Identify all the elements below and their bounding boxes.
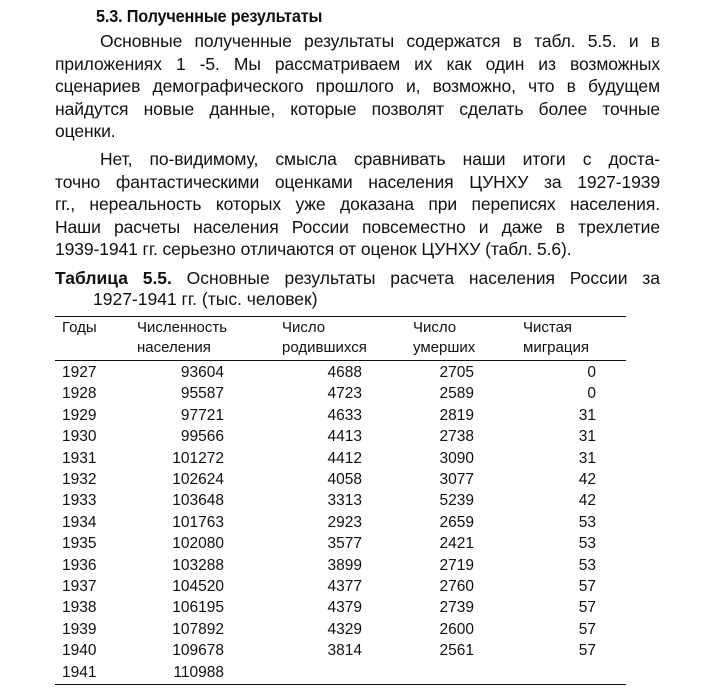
cell-population: 101272 xyxy=(172,449,224,467)
cell-births: 4688 xyxy=(327,364,362,381)
table-caption-line xyxy=(55,268,660,289)
cell-births: 3577 xyxy=(327,535,362,553)
cell-births: 3899 xyxy=(327,556,362,574)
table-row xyxy=(0,512,710,533)
paragraph-line: точно фантастическими оценками населения ЦУНХУ за 1927-1939 xyxy=(55,171,660,192)
table-row xyxy=(0,640,710,661)
cell-year: 1938 xyxy=(62,599,97,617)
cell-population: 106195 xyxy=(172,599,224,617)
cell-year: 1933 xyxy=(62,492,97,510)
cell-migration: 31 xyxy=(578,428,596,446)
cell-population: 99566 xyxy=(180,428,224,446)
cell-deaths: 2600 xyxy=(439,620,474,638)
table-row xyxy=(0,383,710,404)
cell-year: 1941 xyxy=(62,663,97,681)
cell-migration: 0 xyxy=(587,364,596,381)
cell-year: 1928 xyxy=(62,385,97,403)
header-line: миграция xyxy=(523,339,589,356)
column-header-population xyxy=(137,318,227,358)
cell-population: 110988 xyxy=(173,663,224,681)
cell-year: 1934 xyxy=(62,513,97,531)
cell-deaths: 2421 xyxy=(439,535,474,553)
cell-births: 4633 xyxy=(327,406,362,424)
table-row xyxy=(0,662,710,683)
cell-year: 1935 xyxy=(62,535,97,553)
table-bottom-rule xyxy=(55,684,626,685)
cell-migration: 57 xyxy=(578,642,596,660)
cell-year: 1939 xyxy=(62,620,97,638)
cell-births: 3814 xyxy=(327,642,362,660)
cell-year: 1927 xyxy=(62,364,97,381)
paragraph-line: Наши расчеты населения России повсеместно и даже в трехлетие xyxy=(55,216,660,237)
paragraph-line: найдутся новые данные, которые позволят сделать более точные xyxy=(55,98,660,119)
paragraph-line: гг., нереальность которых уже доказана при переписях населения. xyxy=(55,194,660,214)
cell-deaths: 3077 xyxy=(439,471,474,488)
column-header-deaths xyxy=(413,318,475,358)
cell-year: 1937 xyxy=(62,578,97,595)
header-line: умерших xyxy=(413,339,476,356)
cell-migration: 31 xyxy=(578,406,596,424)
table-row xyxy=(0,490,710,511)
cell-deaths: 2738 xyxy=(439,428,474,446)
table-row xyxy=(0,362,710,383)
paragraph-line: приложениях 1 -5. Мы рассматриваем их как один из возможных xyxy=(55,53,660,74)
cell-population: 102624 xyxy=(172,471,224,488)
cell-population: 104520 xyxy=(172,578,224,595)
header-line: Число xyxy=(282,319,326,336)
table-header-rule xyxy=(55,360,626,361)
table-caption-text: Основные результаты расчета населения России за xyxy=(171,268,660,288)
table-caption xyxy=(55,268,660,310)
cell-population: 97721 xyxy=(180,406,224,424)
column-header-year xyxy=(62,318,97,338)
cell-deaths: 2760 xyxy=(439,578,474,595)
cell-year: 1936 xyxy=(62,556,97,574)
table-row xyxy=(0,469,710,490)
cell-year: 1932 xyxy=(62,471,97,488)
table-row xyxy=(0,619,710,640)
cell-population: 95587 xyxy=(180,385,224,403)
cell-population: 101763 xyxy=(172,513,224,531)
cell-births: 3313 xyxy=(327,492,362,510)
cell-population: 102080 xyxy=(172,535,224,553)
cell-deaths: 5239 xyxy=(439,492,474,510)
table-row xyxy=(0,555,710,576)
cell-population: 103648 xyxy=(172,492,224,510)
paragraph-line: Основные полученные результаты содержатся в табл. 5.5. и в xyxy=(100,31,660,51)
cell-population: 93604 xyxy=(180,364,224,381)
header-line: Чистая xyxy=(523,319,573,336)
cell-year: 1929 xyxy=(62,406,97,424)
table-caption-label: Таблица 5.5. xyxy=(55,268,172,288)
cell-population: 107892 xyxy=(172,620,224,638)
cell-population: 103288 xyxy=(172,556,224,574)
paragraph-line: Нет, по-видимому, смысла сравнивать наши итоги с доста- xyxy=(100,149,660,169)
table-top-rule xyxy=(55,316,626,317)
table-row xyxy=(0,576,710,597)
cell-migration: 42 xyxy=(578,492,596,510)
cell-births: 4413 xyxy=(327,428,362,446)
header-line: родившихся xyxy=(282,339,367,356)
header-line: Годы xyxy=(62,319,97,336)
cell-births: 2923 xyxy=(327,513,362,531)
cell-births: 4329 xyxy=(327,620,362,638)
cell-migration: 53 xyxy=(578,556,596,574)
table-row xyxy=(0,448,710,469)
table-row xyxy=(0,405,710,426)
cell-migration: 57 xyxy=(578,599,596,617)
cell-births: 4412 xyxy=(327,449,362,467)
paragraph-results-intro xyxy=(55,30,660,143)
header-line: Число xyxy=(413,319,457,336)
table-row xyxy=(0,597,710,618)
cell-deaths: 2719 xyxy=(439,556,474,574)
header-line: населения xyxy=(137,339,211,356)
cell-migration: 0 xyxy=(587,385,596,403)
cell-deaths: 2561 xyxy=(439,642,474,660)
paragraph-line: сценариев демографического прошлого и, возможно, что в будущем xyxy=(55,76,660,96)
cell-year: 1930 xyxy=(62,428,97,446)
cell-migration: 53 xyxy=(578,513,596,531)
cell-deaths: 3090 xyxy=(439,449,474,467)
table-row xyxy=(0,533,710,554)
cell-births: 4058 xyxy=(327,471,362,488)
paragraph-comparison xyxy=(55,148,660,261)
paragraph-line: 1939-1941 гг. серьезно отличаются от оценок ЦУНХУ (табл. 5.6). xyxy=(55,239,572,259)
table-caption-line2: 1927-1941 гг. (тыс. человек) xyxy=(93,289,318,309)
cell-births: 4379 xyxy=(327,599,362,617)
column-header-births xyxy=(282,318,367,358)
column-header-migration xyxy=(523,318,589,358)
cell-year: 1931 xyxy=(62,449,97,467)
section-heading: 5.3. Полученные результаты xyxy=(96,6,323,26)
paragraph-line: оценки. xyxy=(55,121,116,141)
cell-births: 4377 xyxy=(327,578,362,595)
cell-deaths: 2589 xyxy=(439,385,474,403)
cell-year: 1940 xyxy=(62,642,97,660)
cell-deaths: 2705 xyxy=(439,364,474,381)
cell-migration: 42 xyxy=(578,471,596,488)
cell-population: 109678 xyxy=(172,642,224,660)
cell-deaths: 2659 xyxy=(439,513,474,531)
cell-migration: 57 xyxy=(578,620,596,638)
cell-migration: 53 xyxy=(578,535,596,553)
cell-migration: 31 xyxy=(578,449,596,467)
table-row xyxy=(0,426,710,447)
cell-migration: 57 xyxy=(578,578,596,595)
header-line: Численность xyxy=(137,319,228,336)
cell-deaths: 2739 xyxy=(439,599,474,617)
cell-deaths: 2819 xyxy=(439,406,474,424)
cell-births: 4723 xyxy=(327,385,362,403)
